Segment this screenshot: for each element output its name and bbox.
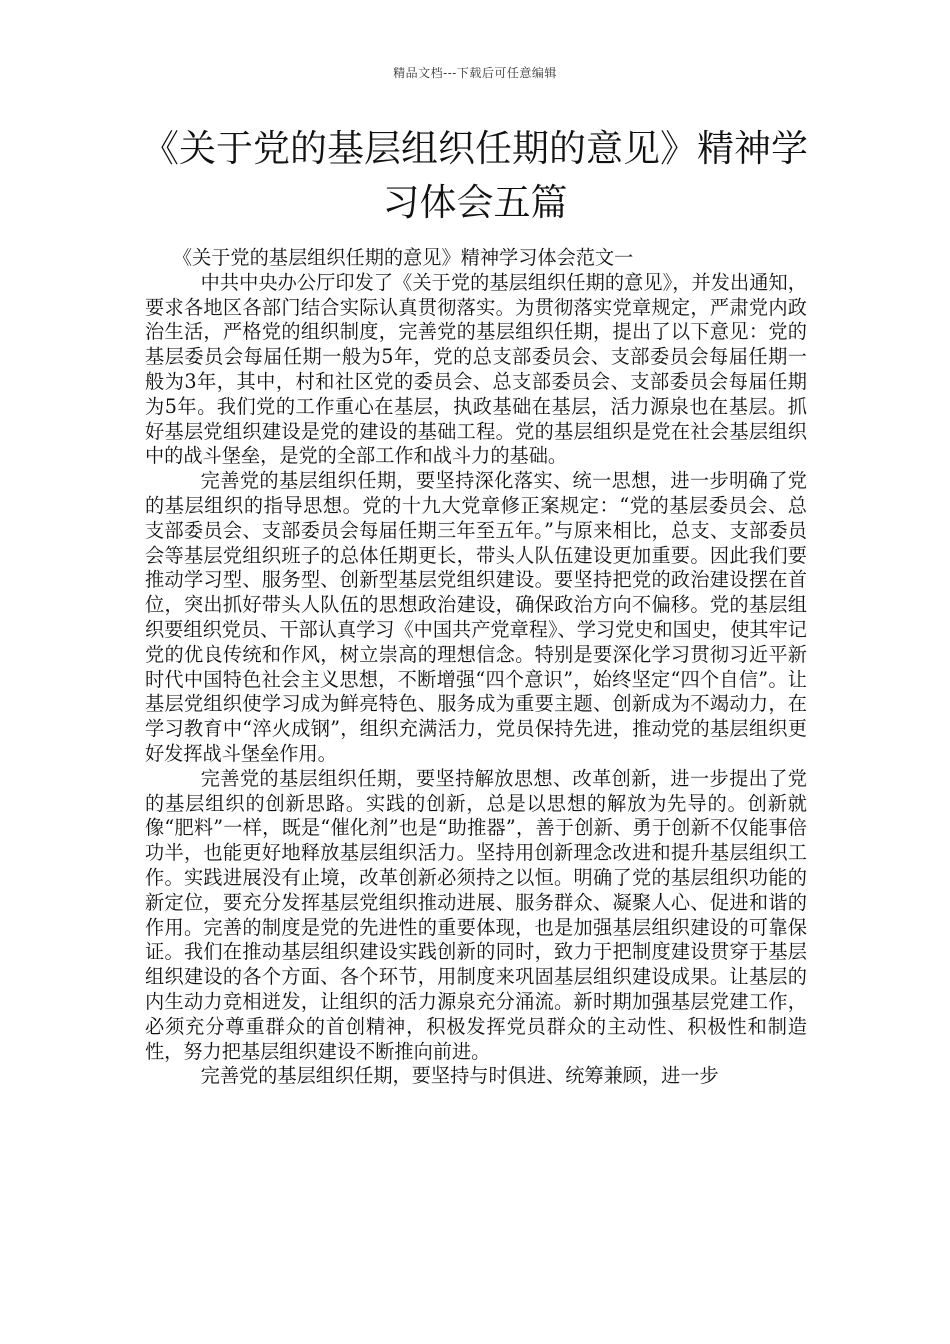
body-paragraph-3: 完善党的基层组织任期，要坚持解放思想、改革创新，进一步提出了党的基层组织的创新思路。实践的创新，总是以思想的解放为先导的。创新就像“肥料”一样，既是“催化剂”也是“助推器”，善于创新、勇于创新不仅能事倍功半，也能更好地释放基层组织活力。坚持用创新理念改进和提升基层组织工作。实践进展没有止境，改革创新必须持之以恒。明确了党的基层组织功能的新定位，要充分发挥基层党组织推动进展、服务群众、凝聚人心、促进和谐的作用。完善的制度是党的先进性的重要体现，也是加强基层组织建设的可靠保证。我们在推动基层组织建设实践创新的同时，致力于把制度建设贯穿于基层组织建设的各个方面、各个环节，用制度来巩固基层组织建设成果。让基层的内生动力竞相迸发，让组织的活力源泉充分涌流。新时期加强基层党建工作，必须充分尊重群众的首创精神，积极发挥党员群众的主动性、积极性和制造性，努力把基层组织建设不断推向前进。 bbox=[145, 766, 807, 1063]
document-subtitle: 《关于党的基层组织任期的意见》精神学习体会范文一 bbox=[172, 246, 634, 269]
document-body bbox=[145, 246, 807, 1089]
header-note: 精品文档---下载后可任意编辑 bbox=[393, 66, 557, 80]
body-paragraph-4: 完善党的基层组织任期，要坚持与时俱进、统筹兼顾，进一步 bbox=[200, 1064, 719, 1088]
body-paragraph-1: 中共中央办公厅印发了《关于党的基层组织任期的意见》，并发出通知，要求各地区各部门结合实际认真贯彻落实。为贯彻落实党章规定，严肃党内政治生活，严格党的组织制度，完善党的基层组织任期，提出了以下意见：党的基层委员会每届任期一般为5年，党的总支部委员会、支部委员会每届任期一般为3年，其中，村和社区党的委员会、总支部委员会、支部委员会每届任期为5年。我们党的工作重心在基层，执政基础在基层，活力源泉也在基层。抓好基层党组织建设是党的建设的基础工程。党的基层组织是党在社会基层组织中的战斗堡垒，是党的全部工作和战斗力的基础。 bbox=[145, 270, 807, 468]
body-paragraph-2: 完善党的基层组织任期，要坚持深化落实、统一思想，进一步明确了党的基层组织的指导思想。党的十九大党章修正案规定：“党的基层委员会、总支部委员会、支部委员会每届任期三年至五年。”与原来相比，总支、支部委员会等基层党组织班子的总体任期更长，带头人队伍建设更加重要。因此我们要推动学习型、服务型、创新型基层党组织建设。要坚持把党的政治建设摆在首位，突出抓好带头人队伍的思想政治建设，确保政治方向不偏移。党的基层组织要组织党员、干部认真学习《中国共产党章程》、学习党史和国史，使其牢记党的优良传统和作风，树立崇高的理想信念。特别是要深化学习贯彻习近平新时代中国特色社会主义思想，不断增强“四个意识”，始终坚定“四个自信”。让基层党组织使学习成为鲜亮特色、服务成为重要主题、创新成为不竭动力，在学习教育中“淬火成钢”，组织充满活力，党员保持先进，推动党的基层组织更好发挥战斗堡垒作用。 bbox=[145, 469, 807, 765]
document-title: 《关于党的基层组织任期的意见》精神学习体会五篇 bbox=[142, 127, 808, 224]
